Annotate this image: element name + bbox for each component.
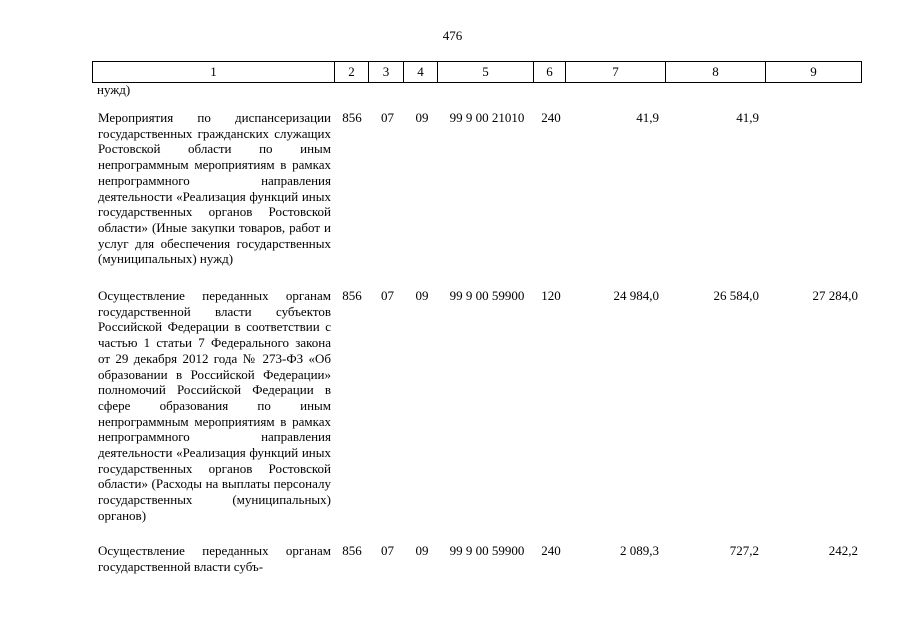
row-description: Осуществление переданных органам государственной власти субъ- xyxy=(98,543,331,574)
row-amount-year1: 24 984,0 xyxy=(613,288,659,303)
row-code-type: 240 xyxy=(541,543,561,558)
row-code-type: 240 xyxy=(541,110,561,125)
header-col-7: 7 xyxy=(566,62,666,82)
header-col-5: 5 xyxy=(438,62,534,82)
header-col-2: 2 xyxy=(335,62,369,82)
row-code-target: 99 9 00 21010 xyxy=(449,110,525,125)
row-code-section: 07 xyxy=(381,288,394,303)
row-amount-year3: 27 284,0 xyxy=(812,288,858,303)
page-number: 476 xyxy=(442,28,463,43)
header-col-4: 4 xyxy=(404,62,438,82)
row-code-subsection: 09 xyxy=(415,288,429,303)
row-code-subsection: 09 xyxy=(415,110,429,125)
row-code-section: 07 xyxy=(381,543,394,558)
header-col-9: 9 xyxy=(810,64,817,79)
row-code-target: 99 9 00 59900 xyxy=(449,288,525,303)
row-amount-year2: 41,9 xyxy=(736,110,759,125)
row-code-ministry: 856 xyxy=(342,543,362,558)
table-header xyxy=(92,61,862,83)
header-col-8: 8 xyxy=(666,62,766,82)
header-col-3: 3 xyxy=(369,62,404,82)
continued-text: нужд) xyxy=(97,82,131,97)
row-code-section: 07 xyxy=(381,110,394,125)
row-description: Осуществление переданных органам государственной власти субъектов Российской Федерации в соответствии с частью 1 статьи 7 Федерального закона от 29 декабря 2012 года № 273-ФЗ «Об образовании в Российской Федерации» полномочий Российской Федерации в сфере образования по иным непрограммным мероприятиям в рамках непрограммного направления деятельности «Реализация функций иных государственных органов Ростовской области» (Расходы на выплаты персоналу государственных (муниципальных) органов) xyxy=(98,288,331,523)
row-amount-year2: 727,2 xyxy=(729,543,759,558)
row-code-ministry: 856 xyxy=(342,288,362,303)
row-code-target: 99 9 00 59900 xyxy=(449,543,525,558)
row-amount-year3: 242,2 xyxy=(828,543,858,558)
row-code-ministry: 856 xyxy=(342,110,362,125)
row-description: Мероприятия по диспансеризации государственных гражданских служащих Ростовской области по иным непрограммным мероприятиям в рамках непрограммного направления деятельности «Реализация функций иных государственных органов Ростовской области» (Иные закупки товаров, работ и услуг для обеспечения государственных (муниципальных) нужд) xyxy=(98,110,331,267)
header-col-6: 6 xyxy=(534,62,566,82)
row-amount-year2: 26 584,0 xyxy=(713,288,759,303)
row-code-type: 120 xyxy=(541,288,561,303)
row-code-subsection: 09 xyxy=(415,543,429,558)
header-col-1: 1 xyxy=(93,62,335,82)
row-amount-year1: 2 089,3 xyxy=(620,543,659,558)
row-amount-year1: 41,9 xyxy=(636,110,659,125)
